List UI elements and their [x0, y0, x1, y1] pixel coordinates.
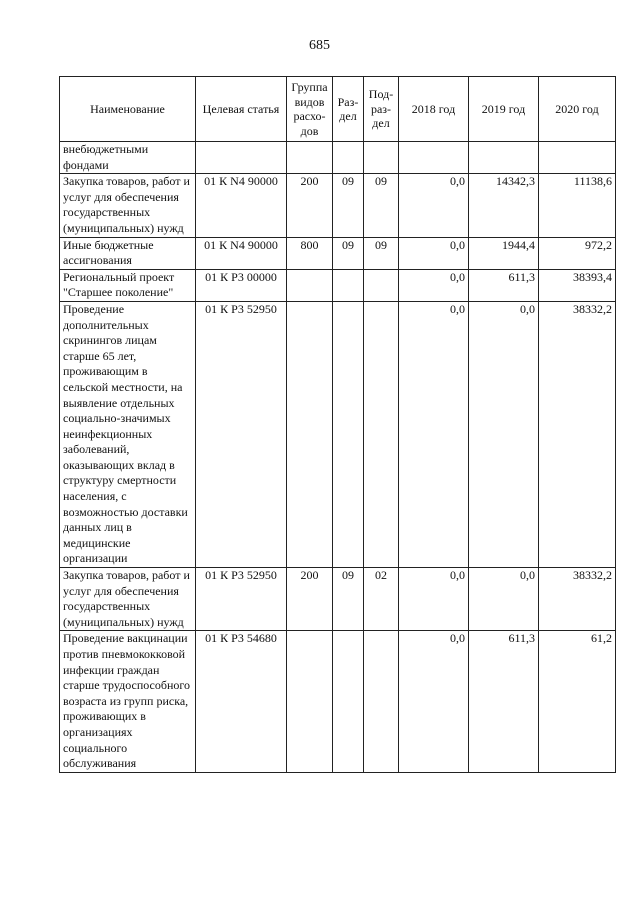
cell-2019: 1944,4	[469, 237, 539, 269]
table-row	[60, 568, 616, 631]
cell-subsection: 09	[364, 174, 399, 237]
cell-section	[333, 269, 364, 301]
cell-section	[333, 301, 364, 567]
cell-expense-group: 200	[287, 568, 333, 631]
cell-name: Проведение вакцинации против пневмококковой инфекции граждан старше трудоспособного возраста из групп риска, проживающих в организациях социального обслуживания	[60, 631, 196, 772]
cell-target-article: 01 К P3 52950	[196, 301, 287, 567]
table-row	[60, 269, 616, 301]
cell-expense-group	[287, 269, 333, 301]
cell-2020: 61,2	[539, 631, 616, 772]
column-header-2019: 2019 год	[469, 77, 539, 142]
cell-2019: 0,0	[469, 301, 539, 567]
table-row	[60, 174, 616, 237]
cell-name: Проведение дополнительных скринингов лицам старше 65 лет, проживающим в сельской местности, на выявление отдельных социально-значимых неинфекционных заболеваний, оказывающих вклад в структуру смертности населения, с возможностью доставки данных лиц в медицинские организации	[60, 301, 196, 567]
cell-2018: 0,0	[399, 301, 469, 567]
cell-target-article	[196, 142, 287, 174]
table-row	[60, 301, 616, 567]
cell-name: Закупка товаров, работ и услуг для обеспечения государственных (муниципальных) нужд	[60, 174, 196, 237]
cell-2019	[469, 142, 539, 174]
cell-2020: 38332,2	[539, 301, 616, 567]
column-header-2020: 2020 год	[539, 77, 616, 142]
cell-target-article: 01 К P3 52950	[196, 568, 287, 631]
column-header-expense-group: Группа видов расхо-дов	[287, 77, 333, 142]
cell-subsection	[364, 269, 399, 301]
cell-2020: 972,2	[539, 237, 616, 269]
table-header-row	[60, 77, 616, 142]
cell-2018: 0,0	[399, 269, 469, 301]
cell-section: 09	[333, 174, 364, 237]
cell-section	[333, 142, 364, 174]
cell-subsection: 09	[364, 237, 399, 269]
cell-section: 09	[333, 568, 364, 631]
table-row	[60, 142, 616, 174]
column-header-section: Раз-дел	[333, 77, 364, 142]
cell-expense-group	[287, 301, 333, 567]
cell-2018: 0,0	[399, 174, 469, 237]
cell-2019: 611,3	[469, 631, 539, 772]
budget-table	[59, 76, 616, 773]
cell-target-article: 01 К N4 90000	[196, 237, 287, 269]
cell-name: внебюджетными фондами	[60, 142, 196, 174]
cell-target-article: 01 К P3 54680	[196, 631, 287, 772]
cell-expense-group	[287, 142, 333, 174]
cell-subsection	[364, 301, 399, 567]
cell-subsection	[364, 142, 399, 174]
cell-target-article: 01 К P3 00000	[196, 269, 287, 301]
table-row	[60, 237, 616, 269]
cell-name: Иные бюджетные ассигнования	[60, 237, 196, 269]
cell-section	[333, 631, 364, 772]
cell-2018: 0,0	[399, 631, 469, 772]
cell-2018: 0,0	[399, 237, 469, 269]
cell-2020	[539, 142, 616, 174]
cell-section: 09	[333, 237, 364, 269]
column-header-2018: 2018 год	[399, 77, 469, 142]
cell-2018: 0,0	[399, 568, 469, 631]
cell-2019: 611,3	[469, 269, 539, 301]
cell-2020: 11138,6	[539, 174, 616, 237]
cell-name: Региональный проект "Старшее поколение"	[60, 269, 196, 301]
cell-2020: 38393,4	[539, 269, 616, 301]
cell-expense-group: 200	[287, 174, 333, 237]
cell-subsection: 02	[364, 568, 399, 631]
cell-2020: 38332,2	[539, 568, 616, 631]
column-header-subsection: Под-раз-дел	[364, 77, 399, 142]
cell-2018	[399, 142, 469, 174]
column-header-target-article: Целевая статья	[196, 77, 287, 142]
table-row	[60, 631, 616, 772]
cell-subsection	[364, 631, 399, 772]
cell-2019: 14342,3	[469, 174, 539, 237]
page-number: 685	[309, 38, 330, 53]
cell-2019: 0,0	[469, 568, 539, 631]
cell-expense-group	[287, 631, 333, 772]
cell-expense-group: 800	[287, 237, 333, 269]
cell-name: Закупка товаров, работ и услуг для обеспечения государственных (муниципальных) нужд	[60, 568, 196, 631]
cell-target-article: 01 К N4 90000	[196, 174, 287, 237]
column-header-name: Наименование	[60, 77, 196, 142]
